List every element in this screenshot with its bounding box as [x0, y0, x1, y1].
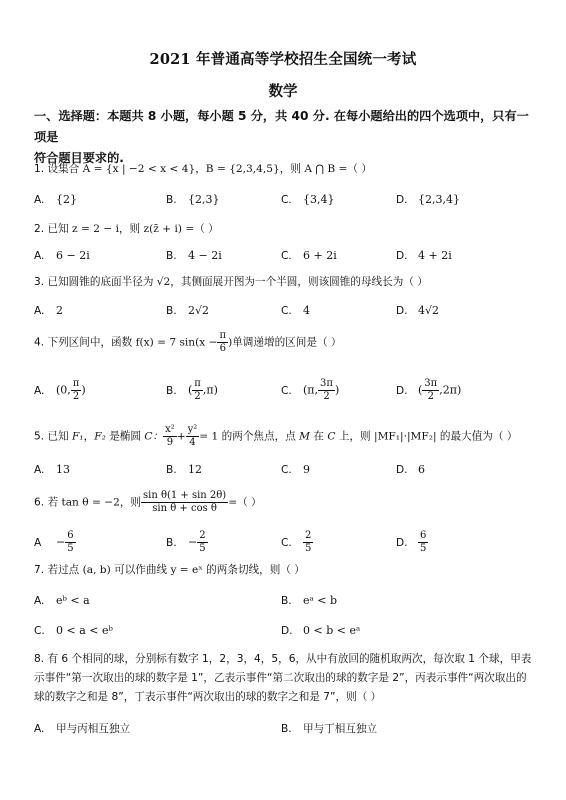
q6-equals: = — [228, 496, 238, 509]
option-label: C. — [281, 536, 292, 549]
question-7-stem — [34, 563, 544, 577]
option-value: 9 — [303, 463, 310, 476]
q1-set-b: B = {2,3,4,5} — [205, 163, 280, 175]
interval-open: ( — [418, 383, 423, 397]
q5-sep: ， — [83, 430, 95, 443]
q6-option-d[interactable] — [396, 530, 428, 555]
interval-close: ) — [334, 383, 340, 397]
option-label: A. — [34, 250, 45, 262]
option-sign: − — [56, 535, 66, 549]
q5-fraction-y — [186, 424, 200, 449]
fraction-denominator: 6 — [219, 343, 226, 354]
fraction-numerator: sin θ(1 + sin 2θ) — [143, 490, 227, 501]
q4-fraction — [217, 330, 228, 355]
option-label: D. — [396, 536, 408, 549]
q4-close: ) — [228, 336, 233, 349]
q5-plus: + — [176, 430, 186, 443]
option-value: eᵃ < b — [303, 594, 338, 607]
question-8-stem: 8. 有 6 个相同的球，分别标有数字 1，2，3，4，5，6，从中有放回的随机取两次，每次取 1 个球，甲表示事件“第一次取出的球的数字是 1”，乙表示事件“第二次取出的球的数字是 2”，丙表示事件“两次取出的球的数字之和是 8”，丁表示事件“两次取出的球的数字之和是 7”，则（ ） — [34, 653, 532, 703]
q2-blank: （ ） — [194, 223, 219, 235]
option-label: B. — [166, 464, 177, 476]
q7-option-c[interactable] — [34, 624, 113, 637]
option-fraction — [65, 530, 75, 555]
q5-ellipse-name: C： — [144, 430, 164, 443]
q3-text: 3. 已知圆锥的底面半径为 — [34, 276, 157, 288]
option-value: 4 − 2i — [188, 249, 222, 262]
q5-f2: F₂ — [94, 430, 106, 443]
q5-option-c[interactable] — [281, 463, 310, 476]
q4-option-b[interactable] — [166, 378, 218, 403]
q4-func: f(x) = 7 sin(x − — [135, 336, 218, 349]
option-value: 4√2 — [418, 304, 440, 317]
interval-open: ( — [188, 383, 193, 397]
q5-text-6: 的最大值为（ ） — [436, 430, 518, 443]
fraction-numerator: 3π — [320, 378, 333, 389]
q5-option-b[interactable] — [166, 463, 202, 476]
q5-f1: F₁ — [72, 430, 84, 443]
option-value: 2 — [56, 304, 63, 317]
option-label: B. — [166, 194, 177, 206]
fraction-denominator: 5 — [305, 543, 312, 554]
q2-option-c[interactable] — [281, 249, 337, 262]
q4-text-2: 单调递增的区间是（ ） — [232, 336, 342, 349]
q4-option-d[interactable] — [396, 378, 461, 403]
q7-curve: y = eˣ — [170, 564, 203, 576]
exam-title: 2021 年普通高等学校招生全国统一考试 — [149, 51, 417, 68]
q1-option-d[interactable] — [396, 193, 460, 206]
fraction-numerator: π — [219, 330, 227, 341]
option-value: 6 + 2i — [303, 249, 337, 262]
option-label: A. — [34, 384, 45, 397]
fraction-denominator: 2 — [194, 391, 201, 402]
q5-point-m: M — [299, 430, 311, 443]
q7-text: 7. 若过点 — [34, 564, 83, 576]
q2-z: z = 2 − i — [72, 223, 119, 235]
q1-option-a[interactable] — [34, 193, 77, 206]
q5-option-d[interactable] — [396, 463, 425, 476]
option-label: A. — [34, 194, 45, 206]
q8-option-b[interactable] — [281, 721, 377, 736]
option-value: {2} — [56, 193, 77, 206]
fraction-numerator: 6 — [67, 530, 74, 541]
option-fraction — [418, 530, 428, 555]
q5-curve-c: C — [327, 430, 336, 443]
option-label: C. — [281, 464, 292, 476]
option-fraction — [303, 530, 313, 555]
option-label: D. — [281, 625, 293, 637]
q5-text-2: 是椭圆 — [105, 430, 145, 443]
section-heading-line-1: 一、选择题：本题共 8 小题，每小题 5 分，共 40 分. 在每小题给出的四个选项中，只有一项是 — [34, 109, 529, 144]
option-value: 6 − 2i — [56, 249, 90, 262]
q1-option-b[interactable] — [166, 193, 220, 206]
q5-text-4: 在 — [310, 430, 328, 443]
option-label: B. — [166, 305, 177, 317]
q2-option-b[interactable] — [166, 249, 222, 262]
q6-option-b[interactable] — [166, 530, 208, 555]
q6-option-a[interactable] — [34, 530, 76, 555]
fraction-denominator: 2 — [427, 391, 434, 402]
option-value: 0 < a < eᵇ — [56, 624, 113, 637]
fraction-numerator: y² — [187, 424, 198, 435]
q5-text-5: 上，则 — [335, 430, 375, 443]
option-value: 4 + 2i — [418, 249, 452, 262]
q4-option-a[interactable] — [34, 378, 86, 403]
q1-sep: ， — [195, 163, 206, 175]
q7-option-d[interactable] — [281, 624, 360, 637]
question-6-stem — [34, 490, 544, 515]
q1-set-a: A = {x | −2 < x < 4} — [82, 163, 196, 175]
option-label: A — [34, 536, 42, 549]
option-label: C. — [34, 625, 45, 637]
option-label: D. — [396, 250, 408, 262]
fraction-numerator: 2 — [199, 530, 206, 541]
option-value: eᵇ < a — [56, 594, 90, 607]
q6-option-c[interactable] — [281, 530, 313, 555]
q5-equals: = 1 — [199, 430, 219, 443]
option-value: 甲与丙相互独立 — [56, 723, 131, 735]
option-fraction — [422, 378, 439, 403]
option-label: C. — [281, 194, 292, 206]
q1-option-c[interactable] — [281, 193, 335, 206]
option-label: B. — [166, 384, 177, 397]
interval-close: ) — [81, 383, 86, 397]
q3-radius: √2 — [156, 276, 171, 288]
q3-option-b[interactable] — [166, 304, 209, 317]
interval-close: ,π) — [202, 383, 218, 397]
question-5-stem — [34, 424, 544, 449]
q8-option-a[interactable] — [34, 721, 130, 736]
q2-text-2: ，则 — [118, 223, 144, 235]
option-label: C. — [281, 305, 292, 317]
interval-open: (π, — [303, 383, 319, 397]
q2-text: 2. 已知 — [34, 223, 73, 235]
q1-blank: （ ） — [347, 163, 372, 175]
option-value: 12 — [188, 463, 202, 476]
option-label: A. — [34, 723, 45, 735]
section-heading-line-2: 符合题目要求的. — [34, 151, 124, 165]
option-label: B. — [281, 723, 292, 735]
option-value: 2√2 — [188, 304, 210, 317]
option-value: {2,3} — [188, 193, 220, 206]
option-label: B. — [281, 595, 292, 607]
q5-text: 5. 已知 — [34, 430, 73, 443]
option-label: C. — [281, 250, 292, 262]
section-heading — [34, 106, 534, 169]
option-fraction — [192, 378, 203, 403]
option-label: D. — [396, 384, 408, 397]
option-fraction — [318, 378, 335, 403]
fraction-denominator: 5 — [420, 543, 427, 554]
q4-text: 4. 下列区间中，函数 — [34, 336, 136, 349]
q1-intersection: A ⋂ B = — [304, 163, 348, 175]
subject-title: 数学 — [268, 83, 298, 100]
q3-option-a[interactable] — [34, 304, 63, 317]
option-value: 6 — [418, 463, 425, 476]
q3-text-2: ，其侧面展开图为一个半圆，则该圆锥的母线长为（ ） — [170, 276, 428, 288]
question-2-stem — [34, 222, 544, 236]
option-value: 甲与丁相互独立 — [303, 723, 378, 735]
fraction-denominator: 9 — [166, 437, 174, 448]
q7-text-3: 的两条切线，则（ ） — [202, 564, 305, 576]
q6-blank: （ ） — [237, 496, 262, 509]
option-value: 13 — [56, 463, 70, 476]
fraction-denominator: 2 — [323, 391, 330, 402]
option-label: A. — [34, 464, 45, 476]
option-label: A. — [34, 595, 45, 607]
option-sign: − — [188, 535, 198, 549]
fraction-denominator: 2 — [72, 391, 80, 402]
interval-open: (0, — [56, 383, 71, 397]
fraction-numerator: π — [72, 378, 80, 389]
option-label: C. — [281, 384, 292, 397]
q2-option-a[interactable] — [34, 249, 90, 262]
question-1-stem — [34, 162, 544, 176]
fraction-numerator: x² — [165, 424, 175, 435]
q6-tan: tan θ = −2 — [61, 496, 120, 509]
q5-text-3: 的两个焦点，点 — [218, 430, 300, 443]
question-3-stem — [34, 275, 544, 289]
q2-expr: z(z̄ + i) = — [143, 223, 195, 235]
fraction-denominator: sin θ + cos θ — [152, 503, 217, 514]
q2-option-d[interactable] — [396, 249, 452, 262]
fraction-numerator: 2 — [305, 530, 312, 541]
option-label: D. — [396, 464, 408, 476]
option-label: D. — [396, 305, 408, 317]
fraction-denominator: 4 — [189, 437, 196, 448]
q7-point: (a, b) — [82, 564, 111, 576]
q3-option-d[interactable] — [396, 304, 439, 317]
option-label: B. — [166, 250, 177, 262]
q5-fraction-x — [163, 424, 177, 449]
option-value: 0 < b < eᵃ — [303, 624, 361, 637]
q6-fraction — [141, 490, 228, 515]
option-label: A. — [34, 305, 45, 317]
q7-option-b[interactable] — [281, 594, 337, 607]
option-fraction — [71, 378, 82, 403]
fraction-numerator: π — [194, 378, 201, 389]
option-value: {3,4} — [303, 193, 335, 206]
q1-text-2: ，则 — [279, 163, 305, 175]
q7-option-a[interactable] — [34, 594, 90, 607]
fraction-denominator: 5 — [199, 543, 206, 554]
q4-option-c[interactable] — [281, 378, 339, 403]
fraction-denominator: 5 — [67, 543, 74, 554]
option-value: {2,3,4} — [418, 193, 460, 206]
question-4-stem — [34, 330, 544, 355]
interval-close: ,2π) — [439, 383, 462, 397]
option-label: D. — [396, 194, 408, 206]
q5-option-a[interactable] — [34, 463, 70, 476]
option-value: 4 — [303, 304, 310, 317]
fraction-numerator: 3π — [424, 378, 438, 389]
q7-text-2: 可以作曲线 — [110, 564, 171, 576]
q5-product: |MF₁|·|MF₂| — [374, 430, 437, 443]
fraction-numerator: 6 — [420, 530, 427, 541]
q1-text: 1. 设集合 — [34, 163, 83, 175]
q6-text: 6. 若 — [34, 496, 62, 509]
q3-option-c[interactable] — [281, 304, 310, 317]
option-fraction — [197, 530, 207, 555]
q6-text-2: ，则 — [119, 496, 141, 509]
option-label: B. — [166, 536, 177, 549]
